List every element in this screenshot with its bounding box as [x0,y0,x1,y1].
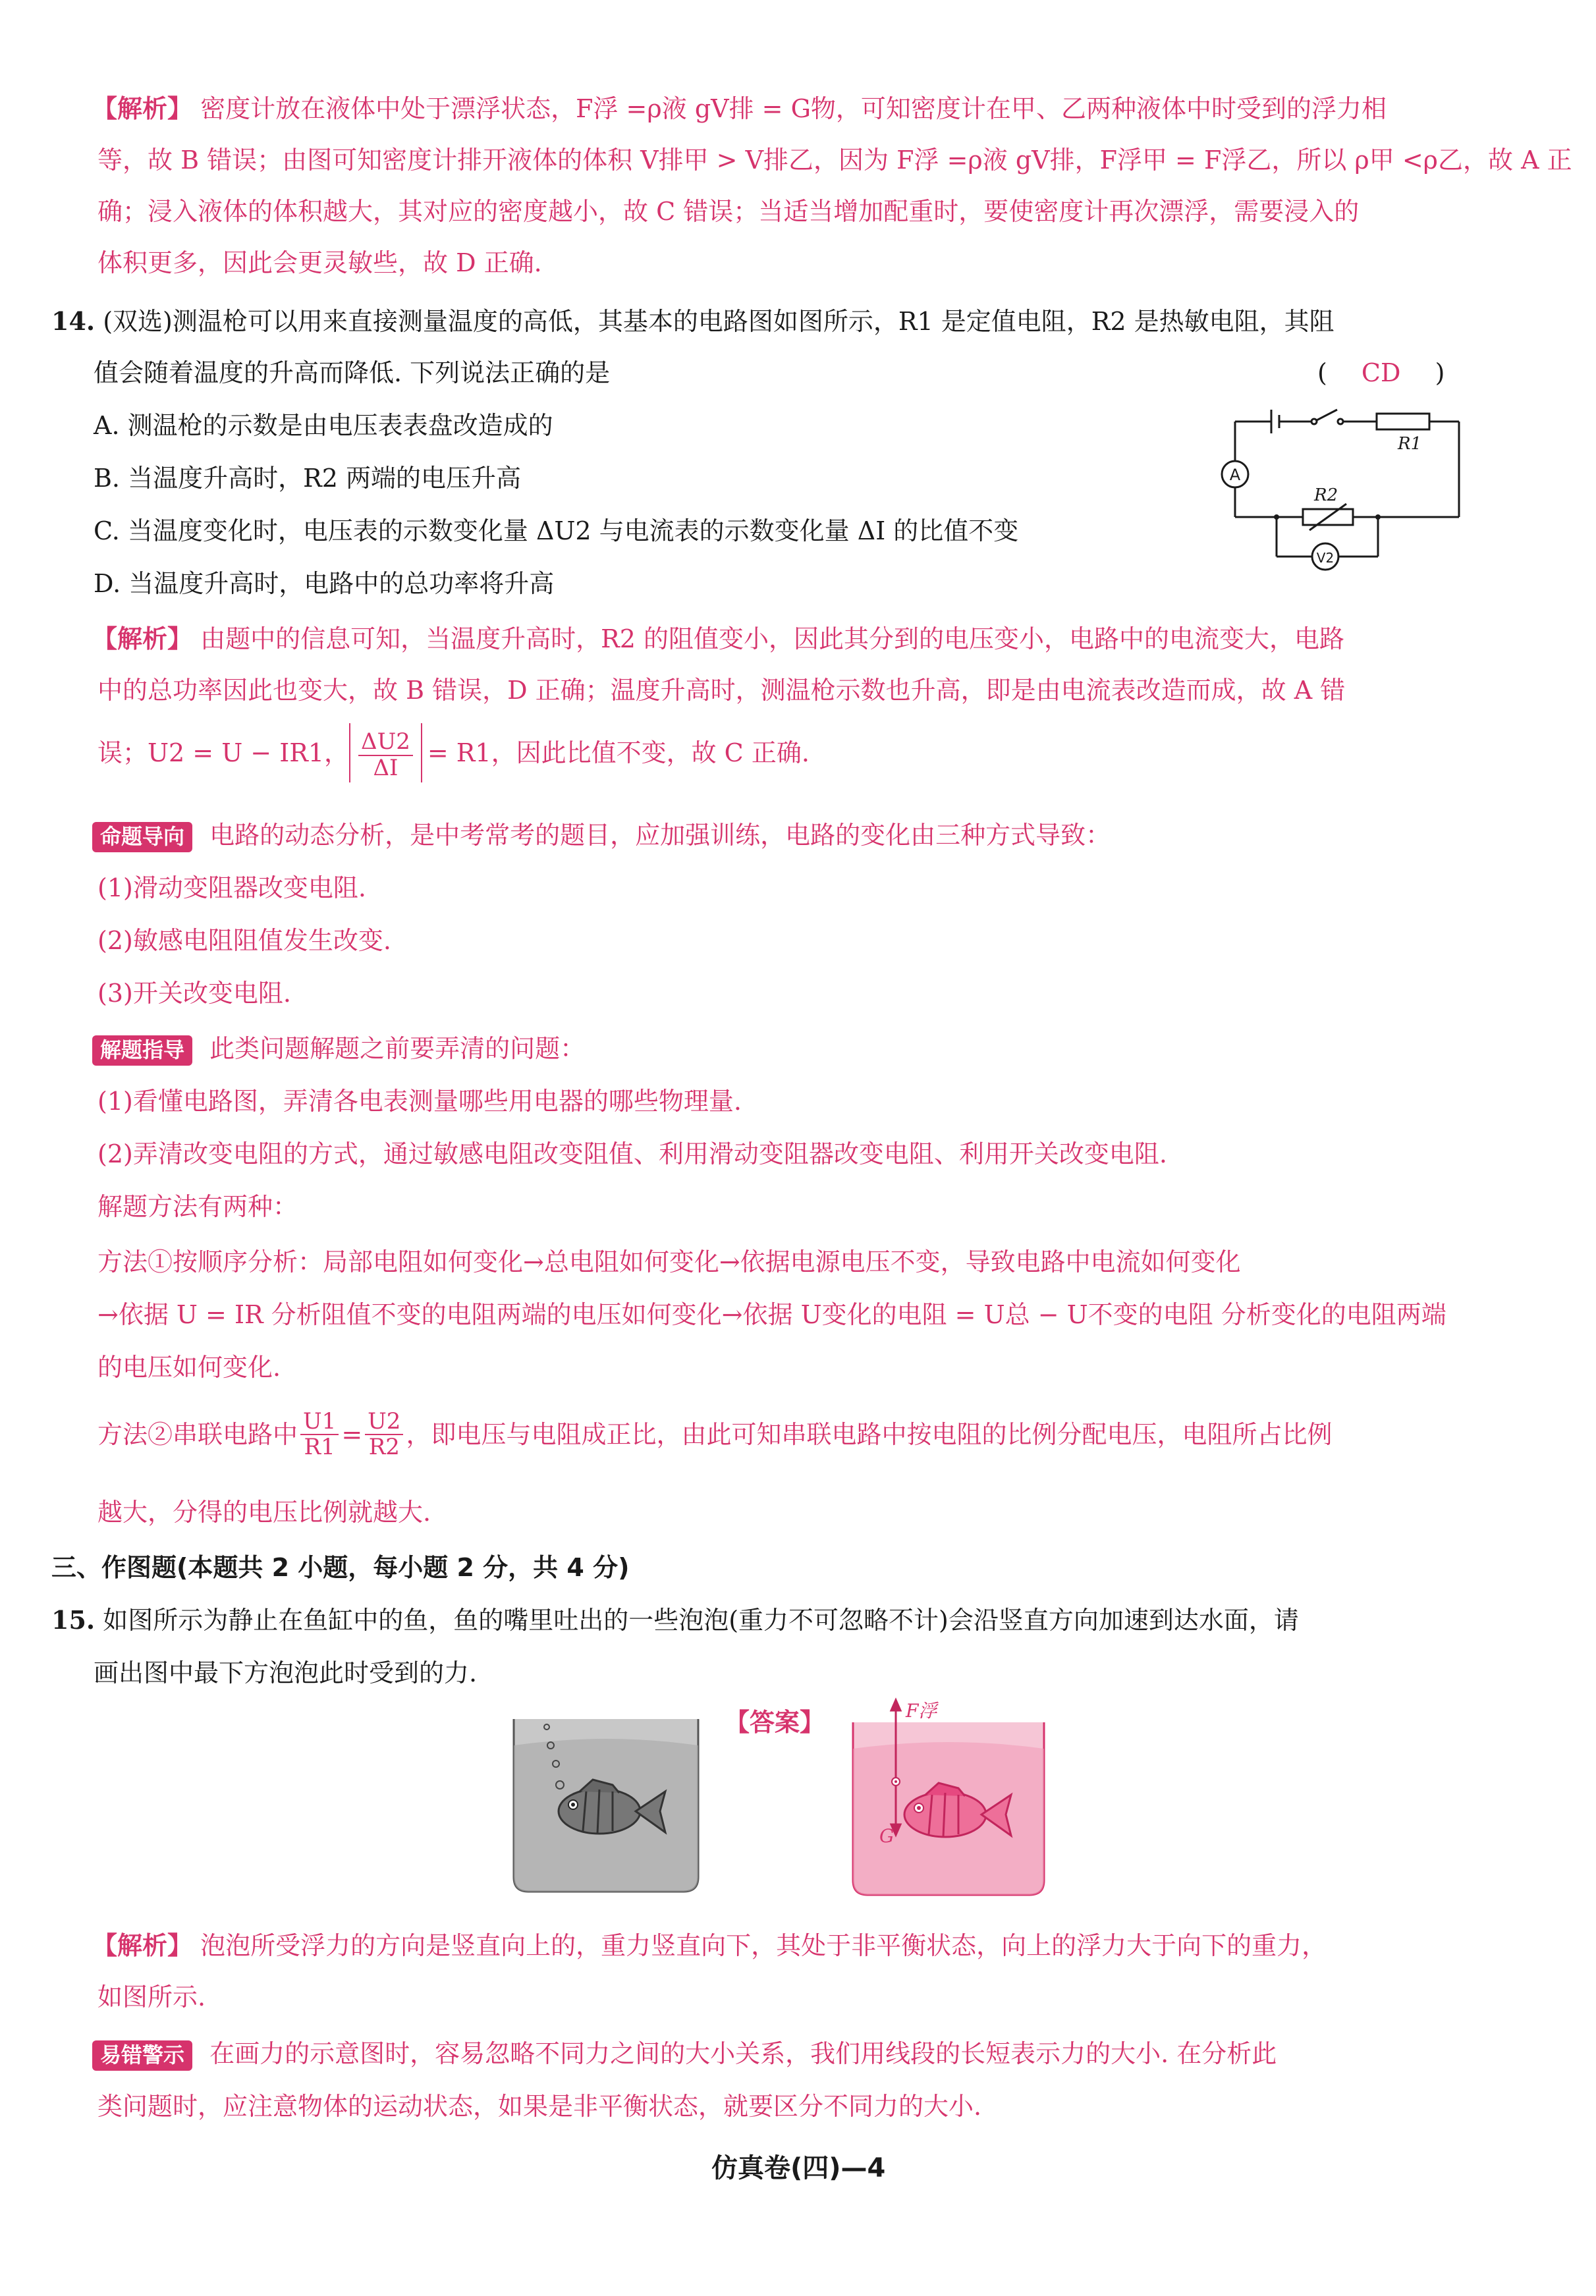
fraction-r2: R2 [368,1434,400,1460]
method2-line2: 越大，分得的电压比例就越大. [97,1498,431,1527]
q13-analysis-text1: 密度计放在液体中处于漂浮状态，F浮 =ρ液 gV排 = G物，可知密度计在甲、乙两种液体中时受到的浮力相 [200,94,1387,123]
answer-open-paren: ( [1317,358,1327,387]
method1-line3: 的电压如何变化. [97,1353,281,1382]
method2-line1 [97,1402,1332,1467]
abs-value-fraction [349,723,422,782]
q14-analysis-text3b: = R1，因此比值不变，故 C 正确. [427,738,810,767]
fish-tank-figure [507,1706,705,1897]
fraction-numerator: ΔU2 [358,730,413,755]
solve-item-1: (1)看懂电路图，弄清各电表测量哪些用电器的哪些物理量. [97,1087,742,1116]
solve-item-2: (2)弄清改变电阻的方式，通过敏感电阻改变阻值、利用滑动变阻器改变电阻、利用开关改变电阻. [97,1139,1167,1168]
q13-analysis-line1 [92,82,1387,135]
warning-label: 易错警示 [92,2040,192,2071]
fraction-u1: U1 [300,1409,339,1435]
q14-analysis-line2: 中的总功率因此也变大，故 B 错误，D 正确；温度升高时，测温枪示数也升高，即是由电流表改造而成，故 A 错 [97,676,1346,705]
q14-number: 14. [51,306,96,336]
guide-label: 命题导向 [92,822,192,852]
q14-option-a: A. 测温枪的示数是由电压表表盘改造成的 [94,411,553,440]
q14-stem-line1 [51,295,1335,348]
q13-analysis-line4: 体积更多，因此会更灵敏些，故 D 正确. [97,248,542,277]
q14-answer [1317,346,1445,399]
buoyancy-label: F浮 [906,1700,937,1722]
q15-number: 15. [51,1605,96,1635]
guide-item-3: (3)开关改变电阻. [97,979,291,1008]
q14-analysis-line3 [97,723,810,782]
q15-analysis-text1: 泡泡所受浮力的方向是竖直向上的，重力竖直向下，其处于非平衡状态，向上的浮力大于向下的重力， [200,1931,1327,1960]
q13-analysis-line2: 等，故 B 错误；由图可知密度计排开液体的体积 V排甲 > V排乙，因为 F浮 =ρ液 gV排，F浮甲 = F浮乙，所以 ρ甲 <ρ乙，故 A 正 [97,146,1572,175]
guide-intro: 电路的动态分析，是中考常考的题目，应加强训练，电路的变化由三种方式导致： [209,821,1111,850]
section-three-heading: 三、作图题(本题共 2 小题，每小题 2 分，共 4 分) [51,1553,630,1582]
method1-line1: 方法①按顺序分析：局部电阻如何变化→总电阻如何变化→依据电源电压不变，导致电路中电流如何变化 [97,1247,1241,1276]
q15-stem-text1: 如图所示为静止在鱼缸中的鱼，鱼的嘴里吐出的一些泡泡(重力不可忽略不计)会沿竖直方向加速到达水面，请 [103,1606,1299,1635]
q14-option-c: C. 当温度变化时，电压表的示数变化量 ΔU2 与电流表的示数变化量 ΔI 的比值不变 [94,516,1019,545]
method1-line2: →依据 U = IR 分析阻值不变的电阻两端的电压如何变化→依据 U变化的电阻 = U总 − U不变的电阻 分析变化的电阻两端 [97,1300,1446,1329]
guide-item-2: (2)敏感电阻阻值发生改变. [97,926,391,955]
warning-block [92,2027,1277,2080]
solve-block [92,1022,585,1075]
q14-answer-text: CD [1361,358,1401,387]
page-footer: 仿真卷(四)—4 [711,2153,886,2183]
q14-stem-text1: (双选)测温枪可以用来直接测量温度的高低，其基本的电路图如图所示，R1 是定值电阻，R2 是热敏电阻，其阻 [103,307,1335,336]
q14-analysis-text1: 由题中的信息可知，当温度升高时，R2 的阻值变小，因此其分到的电压变小，电路中的电流变大，电路 [200,624,1344,653]
q15-stem-line2: 画出图中最下方泡泡此时受到的力. [94,1658,478,1687]
warning-text1: 在画力的示意图时，容易忽略不同力之间的大小关系，我们用线段的长短表示力的大小. 在分析此 [209,2039,1277,2068]
circuit-diagram [1205,395,1482,580]
analysis-tag: 【解析】 [92,624,193,653]
analysis-tag: 【解析】 [92,1930,193,1960]
q15-stem-line1 [51,1594,1299,1647]
q14-analysis-text3a: 误；U2 = U − IR1， [97,738,350,767]
resistor-r1 [1377,414,1429,429]
method2-text-a: 方法②串联电路中 [97,1420,298,1449]
ammeter-label: A [1229,466,1241,484]
solve-intro: 此类问题解题之前要弄清的问题： [209,1034,586,1063]
answer-close-paren: ) [1435,358,1445,387]
fraction-denominator: ΔI [373,754,399,781]
methods-title: 解题方法有两种： [97,1192,298,1221]
q15-analysis-line1 [92,1919,1327,1972]
q15-answer-tag: 【答案】 [725,1707,825,1737]
q14-analysis-line1 [92,613,1344,665]
buoyancy-arrowhead [891,1700,900,1710]
gravity-label: G [879,1825,894,1847]
guide-block [92,809,1111,861]
analysis-tag: 【解析】 [92,94,193,123]
equals-sign: = [341,1420,363,1449]
fraction-u2: U2 [365,1409,403,1435]
voltmeter-label: V2 [1316,550,1335,566]
q14-stem-line2: 值会随着温度的升高而降低. 下列说法正确的是 [94,358,611,387]
fraction-r1: R1 [304,1434,335,1460]
guide-item-1: (1)滑动变阻器改变电阻. [97,873,366,902]
method2-text-b: ，即电压与电阻成正比，由此可知串联电路中按电阻的比例分配电压，电阻所占比例 [406,1420,1333,1449]
r1-label: R1 [1398,434,1422,454]
solve-label: 解题指导 [92,1035,192,1066]
switch-blade [1317,410,1337,420]
q15-analysis-line2: 如图所示. [97,1982,206,2011]
q13-analysis-line3: 确；浸入液体的体积越大，其对应的密度越小，故 C 错误；当适当增加配重时，要使密度计再次漂浮，需要浸入的 [97,197,1360,226]
r2-label: R2 [1314,485,1338,505]
answer-fish-tank-figure [846,1696,1051,1900]
warning-line2: 类问题时，应注意物体的运动状态，如果是非平衡状态，就要区分不同力的大小. [97,2092,982,2121]
q14-option-b: B. 当温度升高时，R2 两端的电压升高 [94,464,521,493]
q14-option-d: D. 当温度升高时，电路中的总功率将升高 [94,569,555,598]
